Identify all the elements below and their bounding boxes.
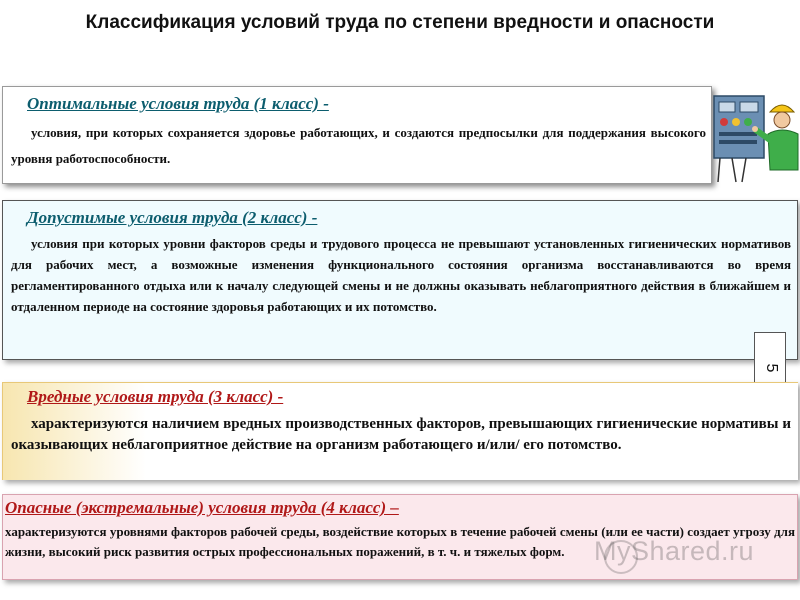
slide-title: Классификация условий труда по степени вредности и опасности: [85, 12, 715, 33]
class-4-text: характеризуются уровнями факторов рабочей среды, воздействие которых в течение рабочей смены (или ее части) создает угрозу для жизни, высокий риск развития острых профессиональных поражений, в т. ч. и тяжелых форм.: [5, 524, 795, 559]
class-4-heading: Опасные (экстремальные) условия труда (4 класс) –: [5, 498, 399, 517]
class-1-heading: Оптимальные условия труда (1 класс) -: [27, 94, 329, 113]
class-2-text: условия при которых уровни факторов среды и трудового процесса не превышают установленных гигиенических нормативов для рабочих мест, а возможные изменения функционального состояния организма восстанавливаются во время регламентированного отдыха или к началу следующей смены и не должны оказывать неблагоприятного действия в ближайшем и отдаленном периоде на состояние здоровья работающих и их потомство.: [11, 236, 791, 314]
worker-at-control-panel-icon: [712, 90, 800, 186]
class-1-block: [2, 86, 712, 184]
class-3-block: [2, 382, 798, 480]
class-3-text: характеризуются наличием вредных производственных факторов, превышающих гигиенические нормативы и оказывающих неблагоприятное действие на организм работающего и/или/ его потомство.: [11, 416, 791, 453]
watermark: MyShared.ru: [594, 536, 755, 566]
class-1-text: условия, при которых сохраняется здоровье работающих, и создаются предпосылки для поддержания высокого уровня работоспособности.: [11, 125, 706, 166]
class-2-block: [2, 200, 798, 360]
class-3-heading: Вредные условия труда (3 класс) -: [27, 387, 284, 406]
class-2-heading: Допустимые условия труда (2 класс) -: [27, 208, 318, 227]
page-number: 5: [763, 363, 780, 373]
